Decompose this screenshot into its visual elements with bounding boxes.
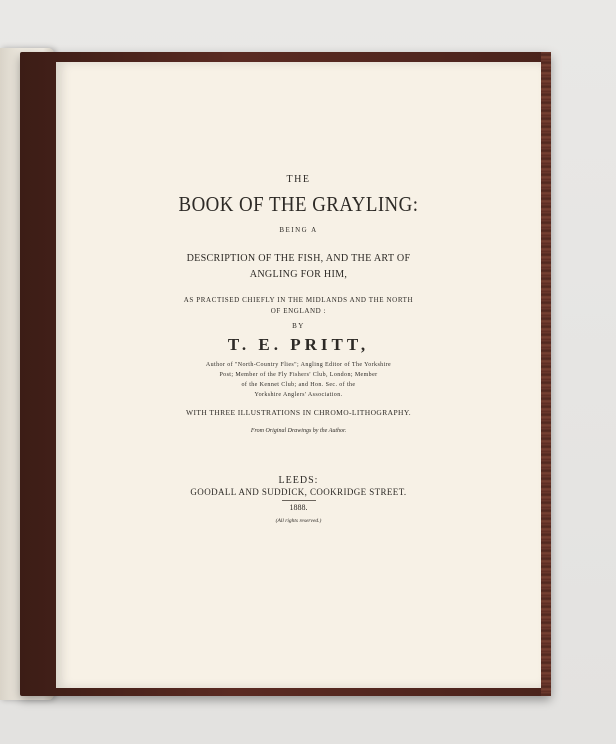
publication-year: 1888. [289,503,308,512]
practised-line-2: OF ENGLAND : [270,307,327,315]
practised-line-1: AS PRACTISED CHIEFLY IN THE MIDLANDS AND THE NORTH [183,296,414,304]
book-title: BOOK OF THE GRAYLING: [178,192,419,216]
original-drawings-note: From Original Drawings by the Author. [250,428,347,434]
illustrations-note: WITH THREE ILLUSTRATIONS IN CHROMO-LITHOGRAPHY. [186,408,411,417]
rights-notice: (All rights reserved.) [275,518,322,524]
publisher: GOODALL AND SUDDICK, COOKRIDGE STREET. [190,487,407,497]
title-page [56,62,541,688]
publication-place: LEEDS: [278,475,319,486]
title-the: THE [286,174,311,185]
author-name: T. E. PRITT, [227,335,370,354]
subtitle-line-1: DESCRIPTION OF THE FISH, AND THE ART OF [186,252,411,264]
title-block [56,62,541,688]
subtitle-line-2: ANGLING FOR HIM, [249,268,348,280]
subtitle-being: BEING A [279,226,318,234]
author-credentials-4: Yorkshire Anglers' Association. [254,392,343,398]
cover-marbled-edge [541,52,551,696]
author-credentials-1: Author of "North-Country Flies"; Angling Editor of The Yorkshire [205,362,392,368]
year-rule [282,500,316,501]
author-credentials-3: of the Kennet Club; and Hon. Sec. of the [241,382,356,388]
by-label: BY [292,322,305,330]
author-credentials-2: Post; Member of the Fly Fishers' Club, London; Member [219,372,378,378]
